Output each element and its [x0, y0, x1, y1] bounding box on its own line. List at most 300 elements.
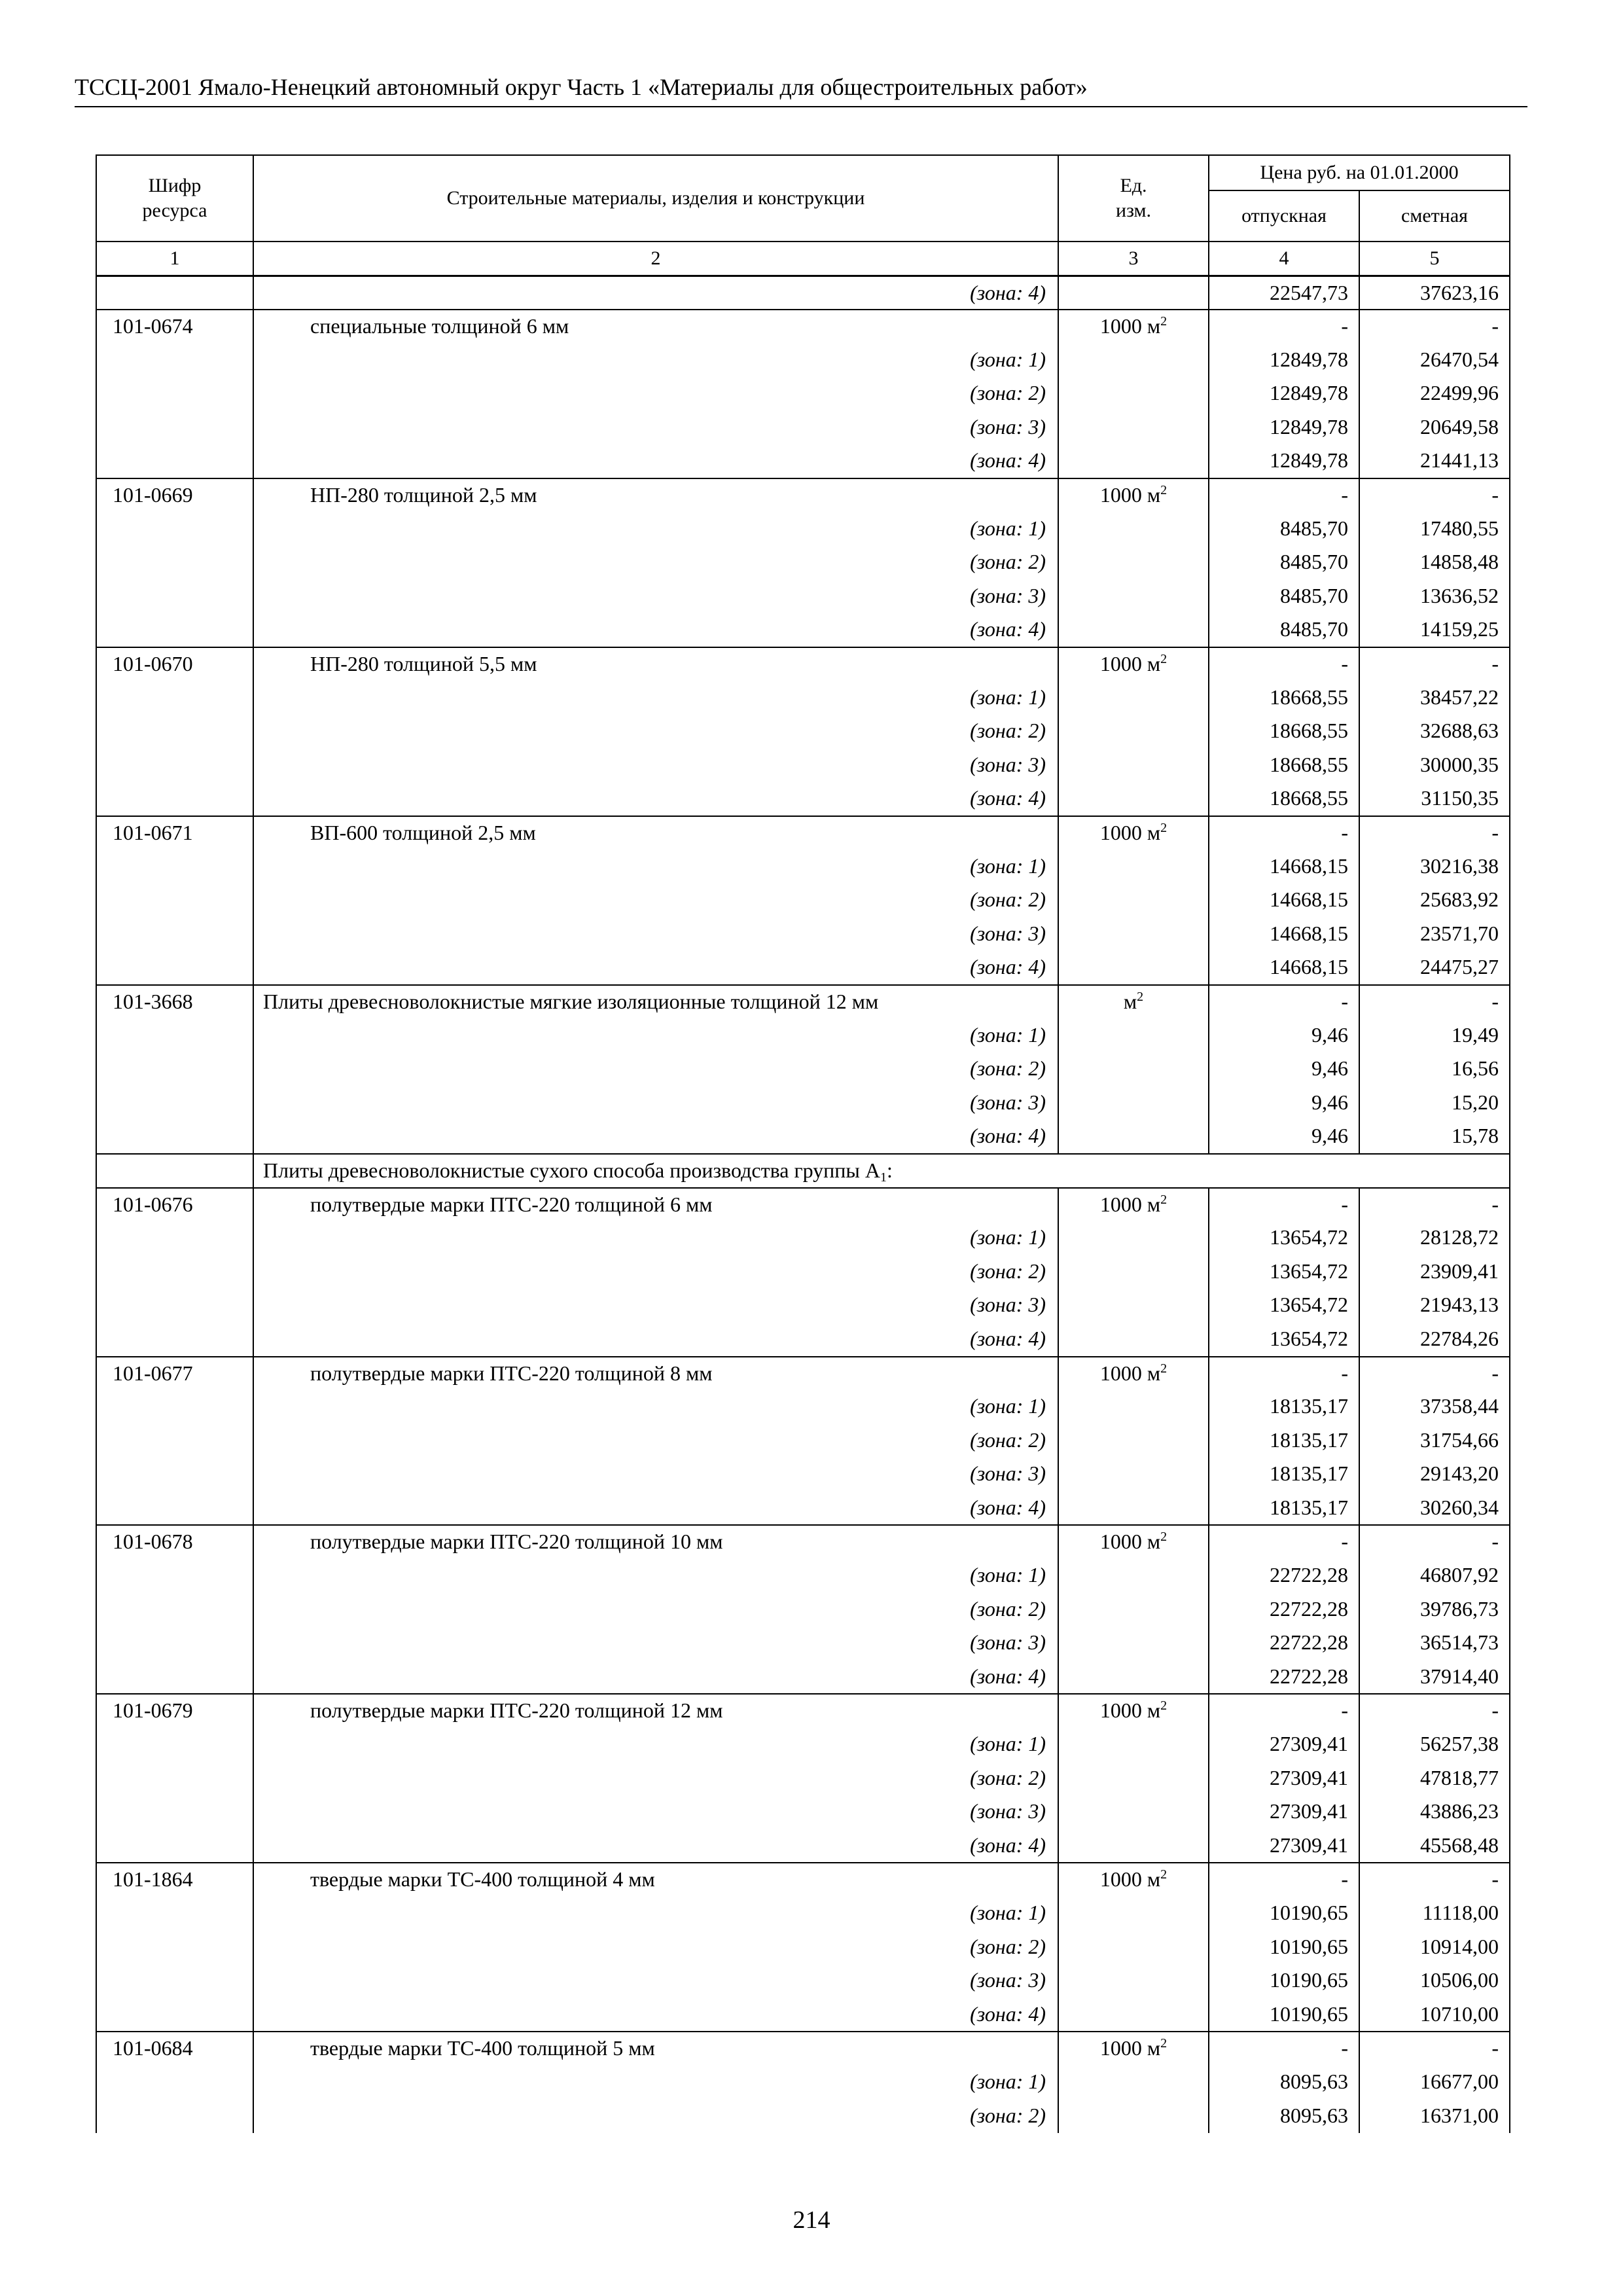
zone-row	[96, 2066, 1510, 2100]
zone-label: (зона: 1)	[253, 2066, 1058, 2100]
unit-cell	[1058, 1424, 1209, 1458]
estimate-price: 30000,35	[1359, 749, 1510, 783]
material-name: НП-280 толщиной 2,5 мм	[253, 478, 1058, 512]
release-price: 22722,28	[1209, 1559, 1359, 1593]
release-price: 18668,55	[1209, 715, 1359, 749]
resource-code-cell	[96, 1829, 253, 1863]
estimate-price: 47818,77	[1359, 1762, 1510, 1796]
zone-label: (зона: 3)	[253, 1458, 1058, 1492]
item-row	[96, 1357, 1510, 1391]
release-price: 12849,78	[1209, 344, 1359, 378]
item-row	[96, 816, 1510, 850]
col-number-4: 4	[1209, 242, 1359, 276]
resource-code-cell	[96, 1255, 253, 1289]
col-number-1: 1	[96, 242, 253, 276]
resource-code-cell	[96, 782, 253, 816]
release-price: -	[1209, 310, 1359, 344]
col-number-3: 3	[1058, 242, 1209, 276]
item-row	[96, 2032, 1510, 2066]
estimate-price: 23909,41	[1359, 1255, 1510, 1289]
zone-label: (зона: 4)	[253, 276, 1058, 310]
unit-cell	[1058, 1829, 1209, 1863]
release-price: 13654,72	[1209, 1323, 1359, 1357]
zone-label: (зона: 3)	[253, 1795, 1058, 1829]
release-price: 18135,17	[1209, 1492, 1359, 1526]
unit-cell	[1058, 478, 1209, 512]
unit-cell	[1058, 918, 1209, 952]
zone-row	[96, 782, 1510, 816]
zone-label: (зона: 4)	[253, 1660, 1058, 1695]
release-price: 18668,55	[1209, 749, 1359, 783]
zone-row	[96, 1998, 1510, 2032]
resource-code-cell	[96, 1424, 253, 1458]
release-price: 14668,15	[1209, 884, 1359, 918]
resource-code-cell	[96, 884, 253, 918]
unit-cell	[1058, 2100, 1209, 2134]
unit-cell	[1058, 1998, 1209, 2032]
group-title-end: :	[887, 1158, 893, 1182]
release-price: -	[1209, 478, 1359, 512]
release-price: 8485,70	[1209, 546, 1359, 580]
release-price: 18135,17	[1209, 1390, 1359, 1424]
release-price: 12849,78	[1209, 411, 1359, 445]
resource-code-cell	[96, 2066, 253, 2100]
zone-row	[96, 411, 1510, 445]
unit-cell	[1058, 411, 1209, 445]
estimate-price: 16677,00	[1359, 2066, 1510, 2100]
estimate-price: -	[1359, 1863, 1510, 1897]
group-title-subscript: 1	[880, 1170, 887, 1185]
estimate-price: -	[1359, 985, 1510, 1019]
unit-cell	[1058, 377, 1209, 411]
release-price: -	[1209, 647, 1359, 681]
zone-label: (зона: 1)	[253, 512, 1058, 547]
resource-code-cell	[96, 1593, 253, 1627]
unit-cell	[1058, 1492, 1209, 1526]
estimate-price: 16371,00	[1359, 2100, 1510, 2134]
release-price: 27309,41	[1209, 1795, 1359, 1829]
resource-code-cell	[96, 681, 253, 715]
release-price: -	[1209, 2032, 1359, 2066]
zone-label: (зона: 2)	[253, 1424, 1058, 1458]
zone-label: (зона: 4)	[253, 951, 1058, 985]
zone-row	[96, 512, 1510, 547]
release-price: 27309,41	[1209, 1728, 1359, 1762]
resource-code-cell	[96, 715, 253, 749]
zone-label: (зона: 1)	[253, 1390, 1058, 1424]
unit-cell	[1058, 1626, 1209, 1660]
zone-label: (зона: 1)	[253, 1019, 1058, 1053]
unit-cell	[1058, 1762, 1209, 1796]
material-name: полутвердые марки ПТС-220 толщиной 6 мм	[253, 1188, 1058, 1222]
zone-row	[96, 918, 1510, 952]
resource-code: 101-0684	[96, 2032, 253, 2066]
unit-label: 1000 м	[1099, 1530, 1161, 1554]
estimate-price: 20649,58	[1359, 411, 1510, 445]
release-price: 13654,72	[1209, 1221, 1359, 1255]
unit-cell	[1058, 749, 1209, 783]
unit-label: 1000 м	[1099, 1361, 1161, 1385]
resource-code-cell	[96, 613, 253, 647]
estimate-price: -	[1359, 2032, 1510, 2066]
release-price: 10190,65	[1209, 1897, 1359, 1931]
unit-cell	[1058, 344, 1209, 378]
unit-cell	[1058, 1019, 1209, 1053]
unit-cell	[1058, 1897, 1209, 1931]
unit-cell	[1058, 1120, 1209, 1154]
zone-label: (зона: 2)	[253, 1593, 1058, 1627]
unit-cell	[1058, 1086, 1209, 1121]
zone-label: (зона: 1)	[253, 344, 1058, 378]
zone-row	[96, 1255, 1510, 1289]
unit-exponent: 2	[1160, 1192, 1168, 1207]
zone-row	[96, 1829, 1510, 1863]
resource-code: 101-3668	[96, 985, 253, 1019]
zone-row	[96, 1626, 1510, 1660]
estimate-price: -	[1359, 310, 1510, 344]
unit-cell	[1058, 1728, 1209, 1762]
resource-code-cell	[96, 1897, 253, 1931]
release-price: 18668,55	[1209, 681, 1359, 715]
zone-row	[96, 1728, 1510, 1762]
zone-label: (зона: 2)	[253, 377, 1058, 411]
group-title: Плиты древесноволокнистые сухого способа производства группы А	[263, 1158, 881, 1182]
unit-cell	[1058, 1052, 1209, 1086]
material-name: Плиты древесноволокнистые мягкие изоляционные толщиной 12 мм	[253, 985, 1058, 1019]
unit-cell	[1058, 580, 1209, 614]
resource-code-cell	[96, 377, 253, 411]
zone-label: (зона: 4)	[253, 613, 1058, 647]
estimate-price: 16,56	[1359, 1052, 1510, 1086]
release-price: 27309,41	[1209, 1829, 1359, 1863]
release-price: 13654,72	[1209, 1289, 1359, 1323]
unit-cell	[1058, 1593, 1209, 1627]
resource-code-cell	[96, 546, 253, 580]
resource-code-cell	[96, 1120, 253, 1154]
estimate-price: 37623,16	[1359, 276, 1510, 310]
zone-row	[96, 344, 1510, 378]
resource-code-cell	[96, 1323, 253, 1357]
estimate-price: 19,49	[1359, 1019, 1510, 1053]
zone-row	[96, 1458, 1510, 1492]
estimate-price: 11118,00	[1359, 1897, 1510, 1931]
release-price: 8095,63	[1209, 2100, 1359, 2134]
item-row	[96, 310, 1510, 344]
price-table	[96, 154, 1510, 2133]
unit-exponent: 2	[1160, 1361, 1168, 1376]
unit-cell	[1058, 782, 1209, 816]
zone-row	[96, 1390, 1510, 1424]
material-name: специальные толщиной 6 мм	[253, 310, 1058, 344]
resource-code-cell	[96, 1998, 253, 2032]
zone-row	[96, 613, 1510, 647]
estimate-price: -	[1359, 816, 1510, 850]
zone-row	[96, 2100, 1510, 2134]
zone-row	[96, 1086, 1510, 1121]
unit-exponent: 2	[1160, 2036, 1168, 2051]
zone-label: (зона: 1)	[253, 1728, 1058, 1762]
unit-cell	[1058, 1255, 1209, 1289]
estimate-price: 10710,00	[1359, 1998, 1510, 2032]
zone-label: (зона: 3)	[253, 1289, 1058, 1323]
estimate-price: 37358,44	[1359, 1390, 1510, 1424]
estimate-price: 30260,34	[1359, 1492, 1510, 1526]
estimate-price: -	[1359, 1694, 1510, 1728]
unit-label: 1000 м	[1099, 483, 1161, 507]
estimate-price: 21943,13	[1359, 1289, 1510, 1323]
release-price: 10190,65	[1209, 1998, 1359, 2032]
resource-code-cell	[96, 1931, 253, 1965]
release-price: 14668,15	[1209, 951, 1359, 985]
unit-cell	[1058, 816, 1209, 850]
zone-label: (зона: 4)	[253, 1120, 1058, 1154]
estimate-price: 22499,96	[1359, 377, 1510, 411]
zone-label: (зона: 2)	[253, 1931, 1058, 1965]
unit-cell	[1058, 1660, 1209, 1695]
material-name: полутвердые марки ПТС-220 толщиной 12 мм	[253, 1694, 1058, 1728]
zone-label: (зона: 2)	[253, 546, 1058, 580]
resource-code: 101-0677	[96, 1357, 253, 1391]
zone-label: (зона: 3)	[253, 580, 1058, 614]
estimate-price: 24475,27	[1359, 951, 1510, 985]
unit-cell	[1058, 1390, 1209, 1424]
release-price: 10190,65	[1209, 1931, 1359, 1965]
zone-row	[96, 681, 1510, 715]
zone-row	[96, 1964, 1510, 1998]
unit-cell	[1058, 1863, 1209, 1897]
item-row	[96, 478, 1510, 512]
zone-label: (зона: 3)	[253, 411, 1058, 445]
resource-code-cell	[96, 1795, 253, 1829]
zone-row	[96, 1492, 1510, 1526]
zone-label: (зона: 1)	[253, 681, 1058, 715]
resource-code-cell	[96, 1154, 253, 1188]
estimate-price: 30216,38	[1359, 850, 1510, 884]
resource-code: 101-0676	[96, 1188, 253, 1222]
zone-label: (зона: 4)	[253, 1829, 1058, 1863]
unit-exponent: 2	[1160, 1698, 1168, 1713]
estimate-price: 56257,38	[1359, 1728, 1510, 1762]
zone-label: (зона: 2)	[253, 2100, 1058, 2134]
zone-row	[96, 580, 1510, 614]
unit-label: 1000 м	[1099, 1192, 1161, 1216]
zone-label: (зона: 3)	[253, 918, 1058, 952]
resource-code: 101-0669	[96, 478, 253, 512]
header-divider	[75, 106, 1527, 107]
estimate-price: -	[1359, 1357, 1510, 1391]
zone-row	[96, 1323, 1510, 1357]
release-price: -	[1209, 1188, 1359, 1222]
zone-row	[96, 1052, 1510, 1086]
page-header: ТССЦ-2001 Ямало-Ненецкий автономный округ Часть 1 «Материалы для общестроительных работ»	[75, 74, 1088, 100]
release-price: -	[1209, 985, 1359, 1019]
estimate-price: 28128,72	[1359, 1221, 1510, 1255]
unit-label: 1000 м	[1099, 2036, 1161, 2060]
unit-cell	[1058, 1931, 1209, 1965]
col-header-estimate: сметная	[1359, 190, 1510, 242]
col-header-code: Шифр ресурса	[96, 155, 253, 242]
estimate-price: 15,20	[1359, 1086, 1510, 1121]
release-price: 14668,15	[1209, 918, 1359, 952]
release-price: 22547,73	[1209, 276, 1359, 310]
release-price: 22722,28	[1209, 1593, 1359, 1627]
zone-label: (зона: 3)	[253, 1086, 1058, 1121]
zone-label: (зона: 1)	[253, 1897, 1058, 1931]
unit-exponent: 2	[1160, 821, 1168, 835]
item-row	[96, 985, 1510, 1019]
zone-label: (зона: 2)	[253, 715, 1058, 749]
release-price: 22722,28	[1209, 1660, 1359, 1695]
unit-cell	[1058, 1694, 1209, 1728]
unit-cell	[1058, 951, 1209, 985]
unit-exponent: 2	[1137, 989, 1144, 1004]
estimate-price: -	[1359, 647, 1510, 681]
zone-label: (зона: 2)	[253, 1052, 1058, 1086]
release-price: 18135,17	[1209, 1458, 1359, 1492]
estimate-price: 37914,40	[1359, 1660, 1510, 1695]
unit-exponent: 2	[1160, 1530, 1168, 1545]
unit-cell	[1058, 1221, 1209, 1255]
item-row	[96, 1863, 1510, 1897]
zone-row	[96, 444, 1510, 478]
unit-exponent: 2	[1160, 1867, 1168, 1882]
resource-code: 101-0671	[96, 816, 253, 850]
item-row	[96, 1694, 1510, 1728]
zone-row	[96, 1593, 1510, 1627]
unit-cell	[1058, 985, 1209, 1019]
col-header-release: отпускная	[1209, 190, 1359, 242]
zone-label: (зона: 3)	[253, 749, 1058, 783]
resource-code: 101-0674	[96, 310, 253, 344]
unit-label: 1000 м	[1099, 1867, 1161, 1892]
estimate-price: 22784,26	[1359, 1323, 1510, 1357]
unit-cell	[1058, 512, 1209, 547]
estimate-price: 15,78	[1359, 1120, 1510, 1154]
resource-code-cell	[96, 1086, 253, 1121]
release-price: -	[1209, 1357, 1359, 1391]
estimate-price: 21441,13	[1359, 444, 1510, 478]
unit-cell	[1058, 1559, 1209, 1593]
resource-code: 101-0678	[96, 1525, 253, 1559]
unit-cell	[1058, 1289, 1209, 1323]
unit-cell	[1058, 1357, 1209, 1391]
resource-code-cell	[96, 580, 253, 614]
estimate-price: 10506,00	[1359, 1964, 1510, 1998]
zone-row	[96, 1660, 1510, 1695]
zone-row	[96, 1289, 1510, 1323]
unit-cell	[1058, 1458, 1209, 1492]
estimate-price: 14159,25	[1359, 613, 1510, 647]
resource-code-cell	[96, 411, 253, 445]
release-price: 13654,72	[1209, 1255, 1359, 1289]
release-price: 22722,28	[1209, 1626, 1359, 1660]
zone-label: (зона: 2)	[253, 1255, 1058, 1289]
material-name: полутвердые марки ПТС-220 толщиной 10 мм	[253, 1525, 1058, 1559]
release-price: 18135,17	[1209, 1424, 1359, 1458]
zone-row	[96, 377, 1510, 411]
resource-code-cell	[96, 1660, 253, 1695]
zone-row	[96, 1897, 1510, 1931]
unit-cell	[1058, 444, 1209, 478]
zone-label: (зона: 1)	[253, 850, 1058, 884]
zone-label: (зона: 2)	[253, 884, 1058, 918]
estimate-price: 31754,66	[1359, 1424, 1510, 1458]
estimate-price: -	[1359, 1188, 1510, 1222]
unit-cell	[1058, 1964, 1209, 1998]
zone-label: (зона: 1)	[253, 1221, 1058, 1255]
estimate-price: 25683,92	[1359, 884, 1510, 918]
unit-cell	[1058, 276, 1209, 310]
unit-cell	[1058, 1323, 1209, 1357]
zone-label: (зона: 4)	[253, 1323, 1058, 1357]
unit-label: 1000 м	[1099, 1698, 1161, 1723]
material-name: твердые марки ТС-400 толщиной 5 мм	[253, 2032, 1058, 2066]
release-price: 18668,55	[1209, 782, 1359, 816]
estimate-price: 31150,35	[1359, 782, 1510, 816]
release-price: 27309,41	[1209, 1762, 1359, 1796]
material-name: полутвердые марки ПТС-220 толщиной 8 мм	[253, 1357, 1058, 1391]
resource-code-cell	[96, 951, 253, 985]
release-price: 10190,65	[1209, 1964, 1359, 1998]
release-price: 14668,15	[1209, 850, 1359, 884]
release-price: 9,46	[1209, 1086, 1359, 1121]
unit-label: 1000 м	[1099, 314, 1161, 338]
zone-row	[96, 1559, 1510, 1593]
release-price: 8485,70	[1209, 512, 1359, 547]
release-price: 9,46	[1209, 1019, 1359, 1053]
zone-row	[96, 546, 1510, 580]
resource-code-cell	[96, 1964, 253, 1998]
resource-code-cell	[96, 1019, 253, 1053]
release-price: 9,46	[1209, 1052, 1359, 1086]
zone-row	[96, 749, 1510, 783]
resource-code-cell	[96, 1559, 253, 1593]
zone-row	[96, 1424, 1510, 1458]
resource-code-cell	[96, 444, 253, 478]
resource-code-cell	[96, 1626, 253, 1660]
item-row	[96, 1525, 1510, 1559]
unit-cell	[1058, 613, 1209, 647]
resource-code-cell	[96, 512, 253, 547]
estimate-price: 43886,23	[1359, 1795, 1510, 1829]
col-header-name: Строительные материалы, изделия и конструкции	[253, 155, 1058, 242]
item-row	[96, 647, 1510, 681]
zone-row	[96, 715, 1510, 749]
material-name: ВП-600 толщиной 2,5 мм	[253, 816, 1058, 850]
resource-code-cell	[96, 1390, 253, 1424]
release-price: 8095,63	[1209, 2066, 1359, 2100]
table-body	[96, 276, 1510, 2134]
unit-cell	[1058, 715, 1209, 749]
resource-code-cell	[96, 344, 253, 378]
unit-exponent: 2	[1160, 314, 1168, 329]
unit-label: 1000 м	[1099, 821, 1161, 844]
zone-row	[96, 1795, 1510, 1829]
unit-cell	[1058, 2066, 1209, 2100]
zone-label: (зона: 4)	[253, 1492, 1058, 1526]
unit-label: 1000 м	[1099, 652, 1161, 676]
release-price: 8485,70	[1209, 580, 1359, 614]
group-row	[96, 1154, 1510, 1188]
unit-cell	[1058, 1188, 1209, 1222]
estimate-price: -	[1359, 478, 1510, 512]
col-number-5: 5	[1359, 242, 1510, 276]
page-number: 214	[793, 2206, 830, 2234]
resource-code: 101-0670	[96, 647, 253, 681]
resource-code: 101-0679	[96, 1694, 253, 1728]
release-price: -	[1209, 816, 1359, 850]
col-number-2: 2	[253, 242, 1058, 276]
